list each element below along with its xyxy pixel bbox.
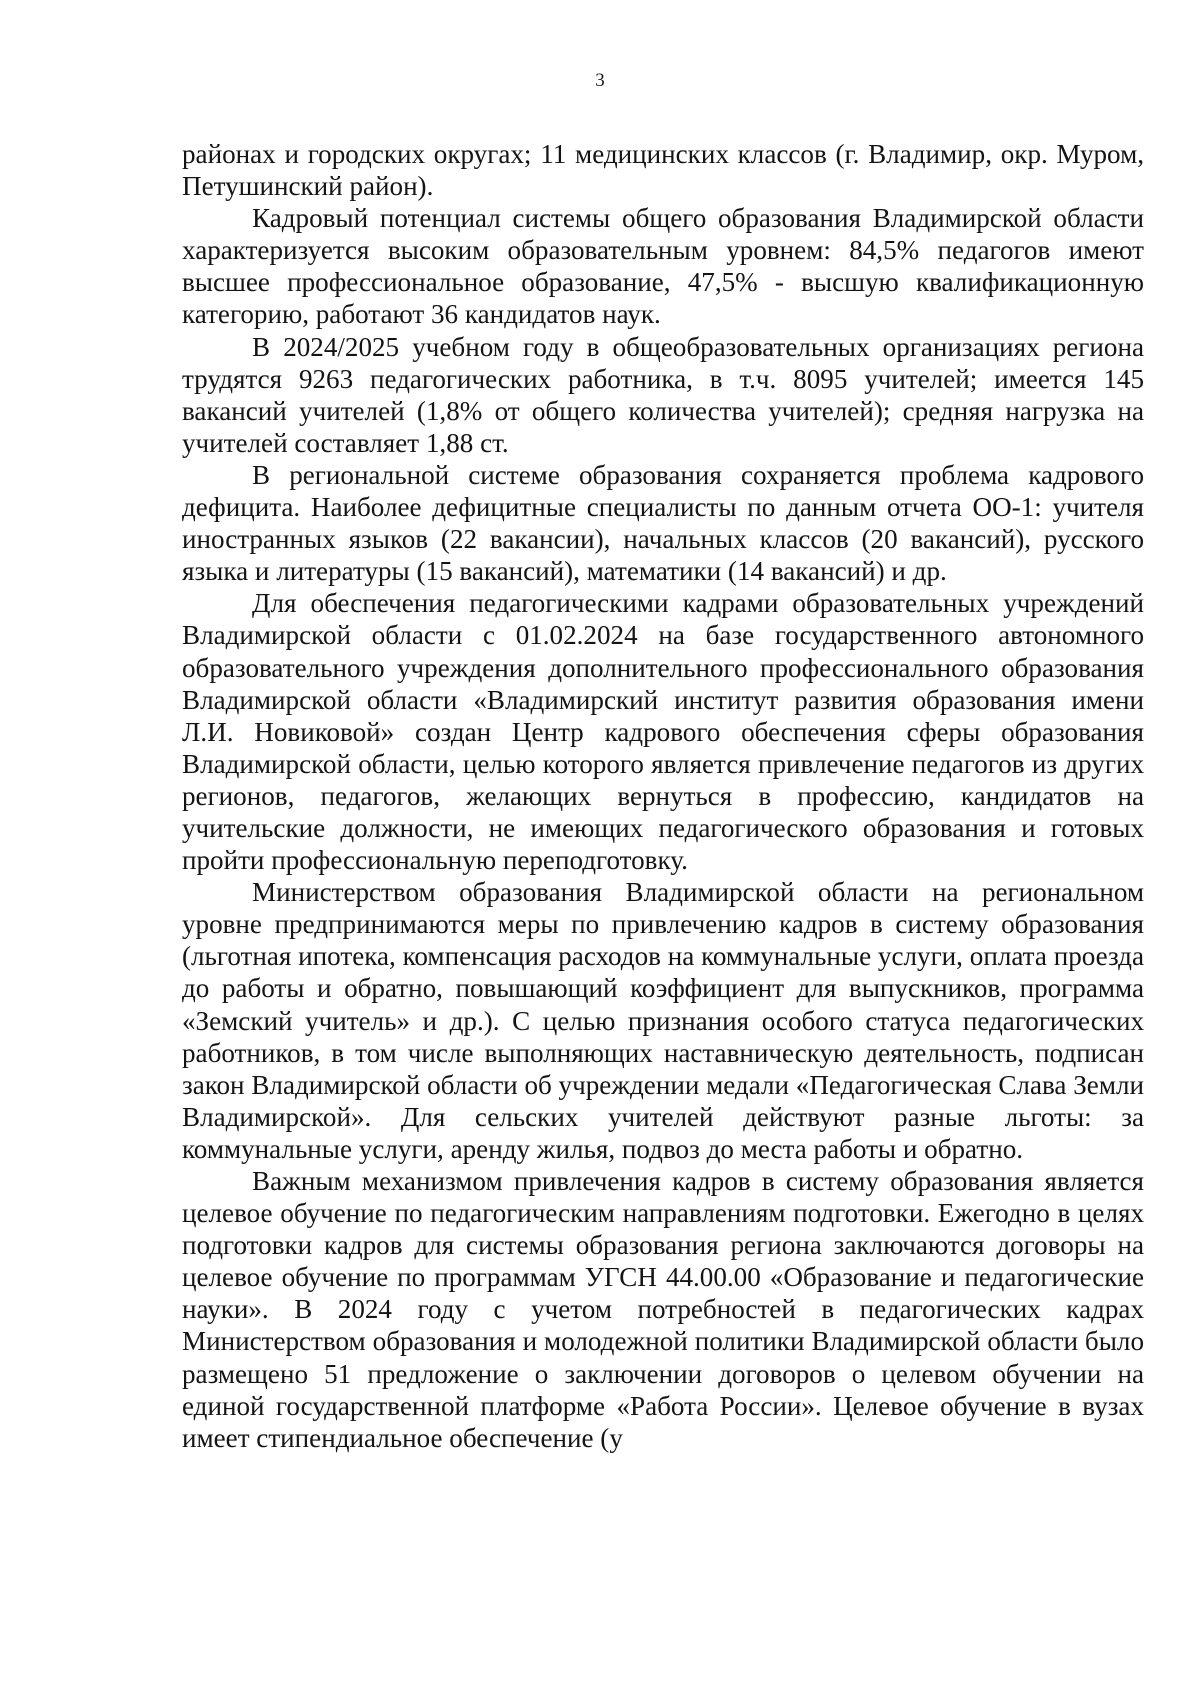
paragraph-school-year-staffing: В 2024/2025 учебном году в общеобразовательных организациях региона трудятся 9263 педагогических работника, в т.ч. 8095 учителей; имеется 145 вакансий учителей (1,8% от общего количества учителей); средняя нагрузка на учителей составляет 1,88 ст. [182,331,1144,458]
paragraph-staff-shortage: В региональной системе образования сохраняется проблема кадрового дефицита. Наиболее дефицитные специалисты по данным отчета ОО-1: учителя иностранных языков (22 вакансии), начальных классов (20 вакансий), русского языка и литературы (15 вакансий), математики (14 вакансий) и др. [182,459,1144,587]
paragraph-targeted-training: Важным механизмом привлечения кадров в систему образования является целевое обучение по педагогическим направлениям подготовки. Ежегодно в целях подготовки кадров для системы образования региона заключаются договоры на целевое обучение по программам УГСН 44.00.00 «Образование и педагогические науки». В 2024 году с учетом потребностей в педагогических кадрах Министерством образования и молодежной политики Владимирской области было размещено 51 предложение о заключении договоров о целевом обучении на единой государственной платформе «Работа России». Целевое обучение в вузах имеет стипендиальное обеспечение (у [182,1166,1144,1453]
paragraph-staff-potential: Кадровый потенциал системы общего образования Владимирской области характеризуется высоким образовательным уровнем: 84,5% педагогов имеют высшее профессиональное образование, 47,5% - высшую квалификационную категорию, работают 36 кандидатов наук. [182,203,1144,330]
paragraph-ministry-measures: Министерством образования Владимирской области на региональном уровне предпринимаются меры по привлечению кадров в систему образования (льготная ипотека, компенсация расходов на коммунальные услуги, оплата проезда до работы и обратно, повышающий коэффициент для выпускников, программа «Земский учитель» и др.). С целью признания особого статуса педагогических работников, в том числе выполняющих наставническую деятельность, подписан закон Владимирской области об учреждении медали «Педагогическая Слава Земли Владимирской». Для сельских учителей действуют разные льготы: за коммунальные услуги, аренду жилья, подвоз до места работы и обратно. [182,877,1144,1164]
page-number: 3 [595,70,605,91]
document-body [182,138,1144,1454]
paragraph-continued: районах и городских округах; 11 медицинских классов (г. Владимир, окр. Муром, Петушинский район). [182,139,1144,202]
paragraph-staffing-center: Для обеспечения педагогическими кадрами образовательных учреждений Владимирской области с 01.02.2024 на базе государственного автономного образовательного учреждения дополнительного профессионального образования Владимирской области «Владимирский институт развития образования имени Л.И. Новиковой» создан Центр кадрового обеспечения сферы образования Владимирской области, целью которого является привлечение педагогов из других регионов, педагогов, желающих вернуться в профессию, кандидатов на учительские должности, не имеющих педагогического образования и готовых пройти профессиональную переподготовку. [182,588,1144,876]
